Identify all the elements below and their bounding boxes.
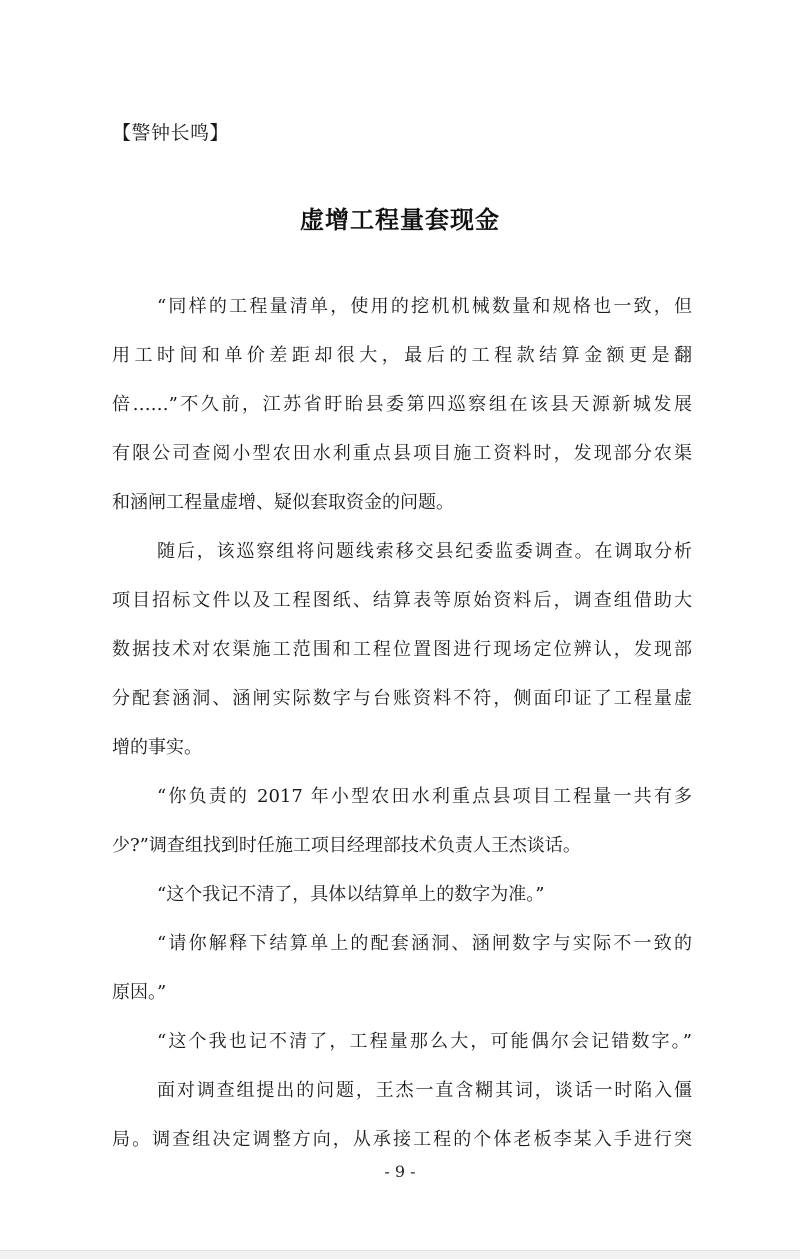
paragraph-line: 倍……”不久前，江苏省盱眙县委第四巡察组在该县天源新城发展 xyxy=(112,394,692,415)
paragraph-line: 分配套涵洞、涵闸实际数字与台账资料不符，侧面印证了工程量虚 xyxy=(112,688,692,709)
paragraph-line: 有限公司查阅小型农田水利重点县项目施工资料时，发现部分农渠 xyxy=(112,443,692,464)
paragraph-line: 数据技术对农渠施工范围和工程位置图进行现场定位辨认，发现部 xyxy=(112,639,692,660)
paragraph-line: “请你解释下结算单上的配套涵洞、涵闸数字与实际不一致的 xyxy=(157,933,692,954)
paragraph-line: 用工时间和单价差距却很大，最后的工程款结算金额更是翻 xyxy=(112,345,692,366)
paragraph-line: 原因。” xyxy=(112,982,167,1003)
paragraph-line: 项目招标文件以及工程图纸、结算表等原始资料后，调查组借助大 xyxy=(112,590,692,611)
page-number: - 9 - xyxy=(384,1162,416,1181)
paragraph-line: 增的事实。 xyxy=(112,737,202,758)
paragraph-line: 和涵闸工程量虚增、疑似套取资金的问题。 xyxy=(112,492,454,513)
paragraph-line: 局。调查组决定调整方向，从承接工程的个体老板李某入手进行突 xyxy=(112,1129,692,1150)
paragraph-line: 少?”调查组找到时任施工项目经理部技术负责人王杰谈话。 xyxy=(112,835,581,856)
paragraph-line: “这个我记不清了，具体以结算单上的数字为准。” xyxy=(157,884,545,905)
section-tag: 【警钟长鸣】 xyxy=(112,122,230,144)
paragraph-line: 随后，该巡察组将问题线索移交县纪委监委调查。在调取分析 xyxy=(157,541,692,562)
paragraph-line: “你负责的 2017 年小型农田水利重点县项目工程量一共有多 xyxy=(157,786,692,807)
paragraph-line: “同样的工程量清单，使用的挖机机械数量和规格也一致，但 xyxy=(157,296,692,317)
paragraph-line: 面对调查组提出的问题，王杰一直含糊其词，谈话一时陷入僵 xyxy=(157,1080,692,1101)
article-title: 虚增工程量套现金 xyxy=(300,205,500,234)
paragraph-line: “这个我也记不清了，工程量那么大，可能偶尔会记错数字。” xyxy=(157,1031,692,1052)
